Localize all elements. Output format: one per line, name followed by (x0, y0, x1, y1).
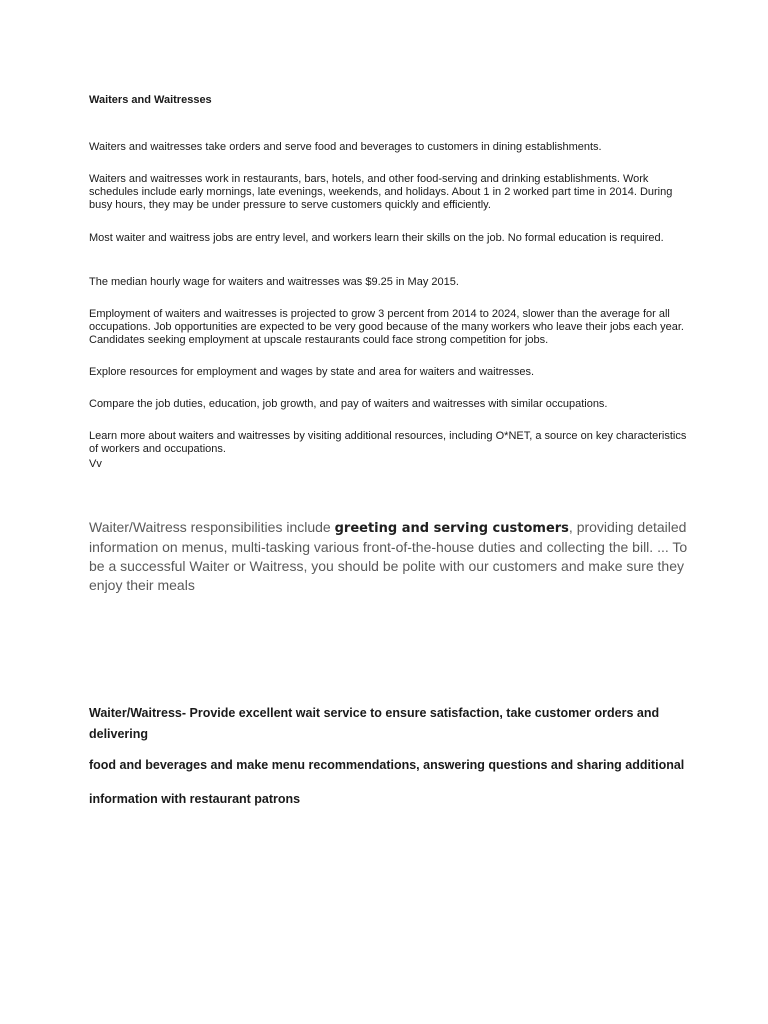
stray-text: Vv (89, 458, 102, 470)
bold-line-2: food and beverages and make menu recommendations, answering questions and sharing additional (89, 758, 685, 772)
paragraph-work-environment: Waiters and waitresses work in restaurants, bars, hotels, and other food-serving and drinking establishments. Work schedules include early mornings, late evenings, weekends, and holidays. About 1 in 2 worked part time in 2014. During busy hours, they may be under pressure to serve customers quickly and efficiently. (89, 173, 673, 211)
paragraph-education: Most waiter and waitress jobs are entry level, and workers learn their skills on the job. No formal education is required. (89, 232, 664, 244)
bold-line-3: information with restaurant patrons (89, 792, 301, 806)
responsibilities-suffix: , providing detailed information on menus, multi-tasking various front-of-the-house duties and collecting the bill. ... To be a successful Waiter or Waitress, you should be polite with our customers and make sure they enjoy their meals (89, 519, 688, 593)
paragraph-state-area: Explore resources for employment and wages by state and area for waiters and waitresses. (89, 366, 535, 378)
paragraph-similar-occupations: Compare the job duties, education, job growth, and pay of waiters and waitresses with similar occupations. (89, 398, 608, 410)
document-title: Waiters and Waitresses (89, 94, 212, 106)
paragraph-summary: Waiters and waitresses take orders and serve food and beverages to customers in dining establishments. (89, 141, 602, 153)
paragraph-outlook: Employment of waiters and waitresses is projected to grow 3 percent from 2014 to 2024, slower than the average for all occupations. Job opportunities are expected to be very good because of the many workers who leave their jobs each year. Candidates seeking employment at upscale restaurants could face strong competition for jobs. (89, 308, 684, 346)
responsibilities-paragraph (89, 518, 689, 595)
responsibilities-prefix: Waiter/Waitress responsibilities include (89, 519, 335, 535)
bold-line-1: Waiter/Waitress- Provide excellent wait service to ensure satisfaction, take customer orders and delivering (89, 706, 660, 741)
paragraph-pay: The median hourly wage for waiters and waitresses was $9.25 in May 2015. (89, 276, 459, 288)
responsibilities-highlight: greeting and serving customers (334, 521, 569, 536)
paragraph-more-info: Learn more about waiters and waitresses by visiting additional resources, including O*NET, a source on key characteristics of workers and occupations. (89, 430, 687, 455)
